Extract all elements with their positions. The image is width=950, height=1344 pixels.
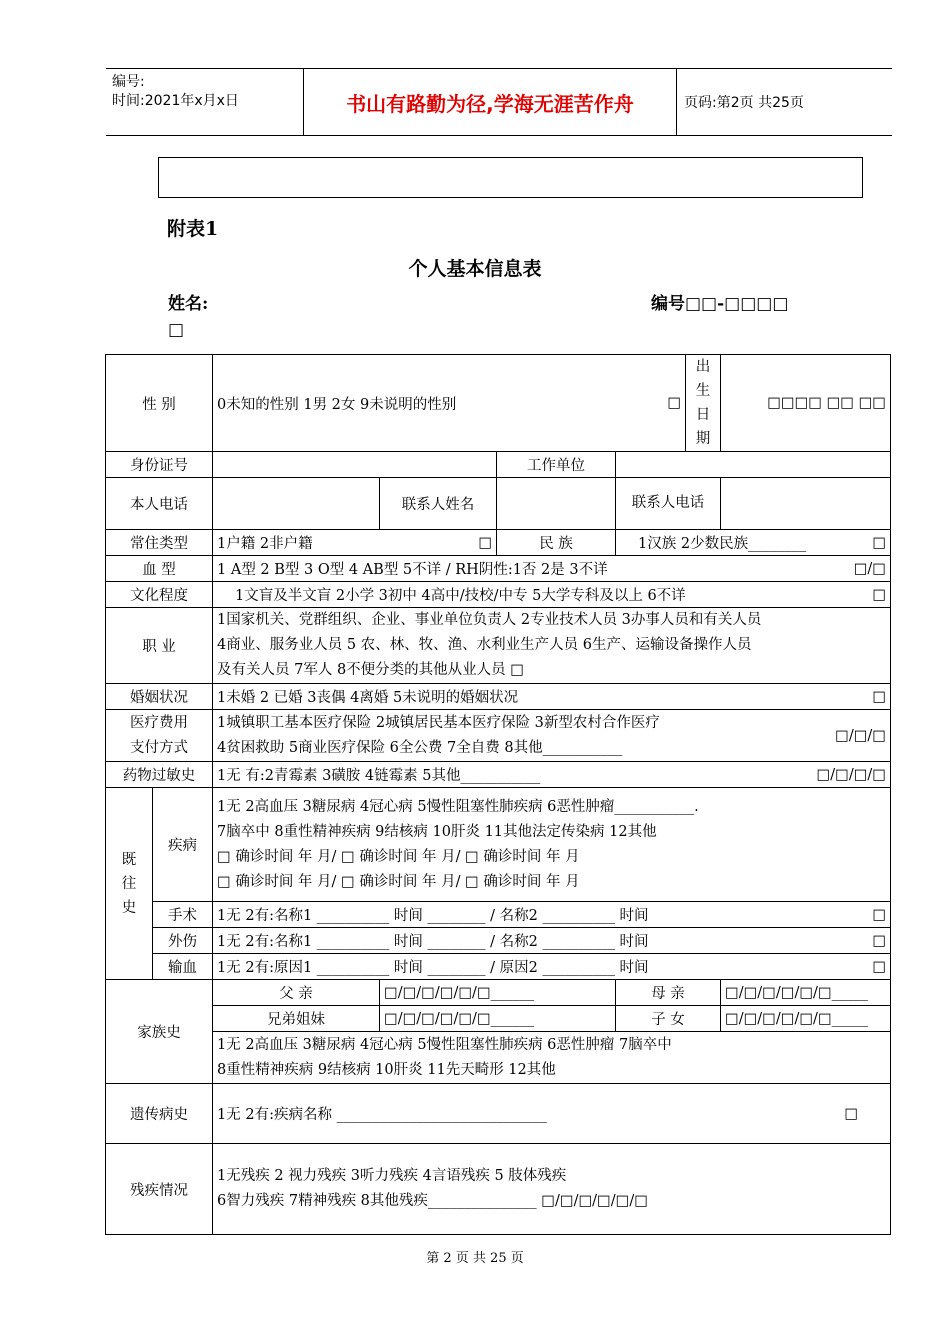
job-line-3: 及有关人员 7军人 8不便分类的其他从业人员 <box>217 662 506 678</box>
genetic-text: 1无 2有:疾病名称 _____________________________ <box>217 1107 547 1123</box>
payment-field[interactable] <box>213 710 891 762</box>
sibling-label: 兄弟姐妹 <box>213 1006 380 1032</box>
disease-line-1: 1无 2高血压 3糖尿病 4冠心病 5慢性阻塞性肺疾病 6恶性肿瘤___________. <box>217 798 699 815</box>
surgery-checkbox[interactable]: □ <box>872 906 887 923</box>
family-disease-field[interactable] <box>213 1032 891 1084</box>
edu-label: 文化程度 <box>106 582 213 608</box>
allergy-options: 1无 有:2青霉素 3磺胺 4链霉素 5其他___________ <box>217 768 541 784</box>
info-form-table <box>105 354 891 1235</box>
genetic-field[interactable] <box>213 1084 891 1144</box>
disability-field[interactable] <box>213 1144 891 1235</box>
name-label: 姓名: <box>168 294 209 314</box>
surgery-text: 1无 2有:名称1 __________ 时间 ________ / 名称2 __________ 时间 <box>217 908 649 924</box>
disability-checkbox[interactable]: □/□/□/□/□/□ <box>541 1193 648 1209</box>
marriage-label: 婚姻状况 <box>106 684 213 710</box>
disease-line-3: □ 确诊时间 年 月/ □ 确诊时间 年 月/ □ 确诊时间 年 月 <box>217 848 580 865</box>
gender-checkbox[interactable]: □ <box>667 395 682 411</box>
page-header <box>106 68 892 136</box>
disability-line-1: 1无残疾 2 视力残疾 3听力残疾 4言语残疾 5 肢体残疾 <box>217 1168 567 1184</box>
surgery-label: 手术 <box>153 902 213 928</box>
disease-line-2: 7脑卒中 8重性精神疾病 9结核病 10肝炎 11其他法定传染病 12其他 <box>217 823 657 840</box>
edu-options: 1文盲及半文盲 2小学 3初中 4高中/技校/中专 5大学专科及以上 6不详 <box>235 588 686 604</box>
ethnic-label: 民 族 <box>497 530 616 556</box>
appendix-label: 附表1 <box>167 218 219 240</box>
form-title: 个人基本信息表 <box>408 258 542 280</box>
empty-frame <box>158 157 863 198</box>
job-line-2: 4商业、服务业人员 5 农、林、牧、渔、水利业生产人员 6生产、运输设备操作人员 <box>217 637 752 653</box>
allergy-field[interactable] <box>213 762 891 788</box>
ethnic-field[interactable] <box>616 530 891 556</box>
mother-boxes[interactable]: □/□/□/□/□/□_____ <box>721 980 891 1006</box>
phone-label: 本人电话 <box>106 478 213 530</box>
doc-number-label: 编号: <box>112 74 145 90</box>
gender-field[interactable] <box>213 355 686 452</box>
blood-options: 1 A型 2 B型 3 O型 4 AB型 5不详 / RH阴性:1否 2是 3不详 <box>217 562 608 578</box>
contact-phone-label: 联系人电话 <box>616 478 721 530</box>
page-footer: 第 2 页 共 25 页 <box>426 1251 524 1266</box>
phone-input[interactable] <box>213 478 380 530</box>
job-label: 职 业 <box>106 608 213 684</box>
injury-checkbox[interactable]: □ <box>872 932 887 949</box>
marriage-options: 1未婚 2 已婚 3丧偶 4离婚 5未说明的婚姻状况 <box>217 690 519 706</box>
residence-field[interactable] <box>213 530 497 556</box>
transfusion-label: 输血 <box>153 954 213 980</box>
code-label: 编号□□-□□□□ <box>651 294 789 314</box>
history-label: 既往史 <box>106 788 153 980</box>
disability-label: 残疾情况 <box>106 1144 213 1235</box>
contact-name-label: 联系人姓名 <box>380 478 497 530</box>
disease-label: 疾病 <box>153 788 213 902</box>
allergy-label: 药物过敏史 <box>106 762 213 788</box>
father-boxes[interactable]: □/□/□/□/□/□______ <box>380 980 616 1006</box>
work-input[interactable] <box>616 452 891 478</box>
child-label: 子 女 <box>616 1006 721 1032</box>
injury-label: 外伤 <box>153 928 213 954</box>
header-meta <box>106 69 304 135</box>
job-checkbox[interactable]: □ <box>510 662 524 678</box>
transfusion-checkbox[interactable]: □ <box>872 958 887 975</box>
payment-line-2: 4贫困救助 5商业医疗保险 6全公费 7全自费 8其他___________ <box>217 739 623 756</box>
ethnic-checkbox[interactable]: □ <box>872 534 887 551</box>
gender-label: 性 别 <box>106 355 213 452</box>
genetic-checkbox[interactable]: □ <box>844 1105 859 1122</box>
job-field[interactable] <box>213 608 891 684</box>
transfusion-text: 1无 2有:原因1 __________ 时间 ________ / 原因2 __________ 时间 <box>217 960 649 976</box>
genetic-label: 遗传病史 <box>106 1084 213 1144</box>
marriage-checkbox[interactable]: □ <box>872 688 887 705</box>
child-boxes[interactable]: □/□/□/□/□/□_____ <box>721 1006 891 1032</box>
injury-field[interactable] <box>213 928 891 954</box>
injury-text: 1无 2有:名称1 __________ 时间 ________ / 名称2 __________ 时间 <box>217 934 649 950</box>
birth-date-boxes[interactable]: □□□□ □□ □□ <box>721 355 891 452</box>
family-line-1: 1无 2高血压 3糖尿病 4冠心病 5慢性阻塞性肺疾病 6恶性肿瘤 7脑卒中 <box>217 1036 672 1053</box>
sibling-boxes[interactable]: □/□/□/□/□/□______ <box>380 1006 616 1032</box>
residence-label: 常住类型 <box>106 530 213 556</box>
disease-field[interactable] <box>213 788 891 902</box>
transfusion-field[interactable] <box>213 954 891 980</box>
gender-options: 0未知的性别 1男 2女 9未说明的性别 <box>217 396 457 413</box>
header-motto: 书山有路勤为径,学海无涯苦作舟 <box>304 69 677 135</box>
residence-options: 1户籍 2非户籍 <box>217 536 313 552</box>
mother-label: 母 亲 <box>616 980 721 1006</box>
payment-label-line-1: 医疗费用 <box>130 714 188 731</box>
father-label: 父 亲 <box>213 980 380 1006</box>
work-label: 工作单位 <box>497 452 616 478</box>
job-line-1: 1国家机关、党群组织、企业、事业单位负责人 2专业技术人员 3办事人员和有关人员 <box>217 612 762 628</box>
payment-label <box>106 710 213 762</box>
family-label: 家族史 <box>106 980 213 1084</box>
marriage-field[interactable] <box>213 684 891 710</box>
ethnic-options: 1汉族 2少数民族________ <box>638 536 807 552</box>
payment-label-line-2: 支付方式 <box>130 739 188 756</box>
allergy-checkbox[interactable]: □/□/□/□ <box>816 766 887 783</box>
surgery-field[interactable] <box>213 902 891 928</box>
id-label: 身份证号 <box>106 452 213 478</box>
blood-label: 血 型 <box>106 556 213 582</box>
blood-field[interactable] <box>213 556 891 582</box>
blood-checkbox[interactable]: □/□ <box>853 560 887 577</box>
family-line-2: 8重性精神疾病 9结核病 10肝炎 11先天畸形 12其他 <box>217 1061 556 1078</box>
residence-checkbox[interactable]: □ <box>478 534 493 551</box>
page-indicator: 页码:第2页 共25页 <box>684 95 804 111</box>
contact-name-input[interactable] <box>497 478 616 530</box>
payment-line-1: 1城镇职工基本医疗保险 2城镇居民基本医疗保险 3新型农村合作医疗 <box>217 714 660 731</box>
time-label: 时间:2021年x月x日 <box>112 93 239 109</box>
birth-label: 出生日期 <box>686 355 721 452</box>
payment-checkbox[interactable]: □/□/□ <box>835 727 887 744</box>
edu-field[interactable] <box>213 582 891 608</box>
id-input[interactable] <box>213 452 497 478</box>
disease-line-4: □ 确诊时间 年 月/ □ 确诊时间 年 月/ □ 确诊时间 年 月 <box>217 873 580 890</box>
disability-line-2: 6智力残疾 7精神残疾 8其他残疾_______________ <box>217 1193 537 1209</box>
edu-checkbox[interactable]: □ <box>872 586 887 603</box>
contact-phone-input[interactable] <box>721 478 891 530</box>
code-tail: □ <box>168 320 185 340</box>
